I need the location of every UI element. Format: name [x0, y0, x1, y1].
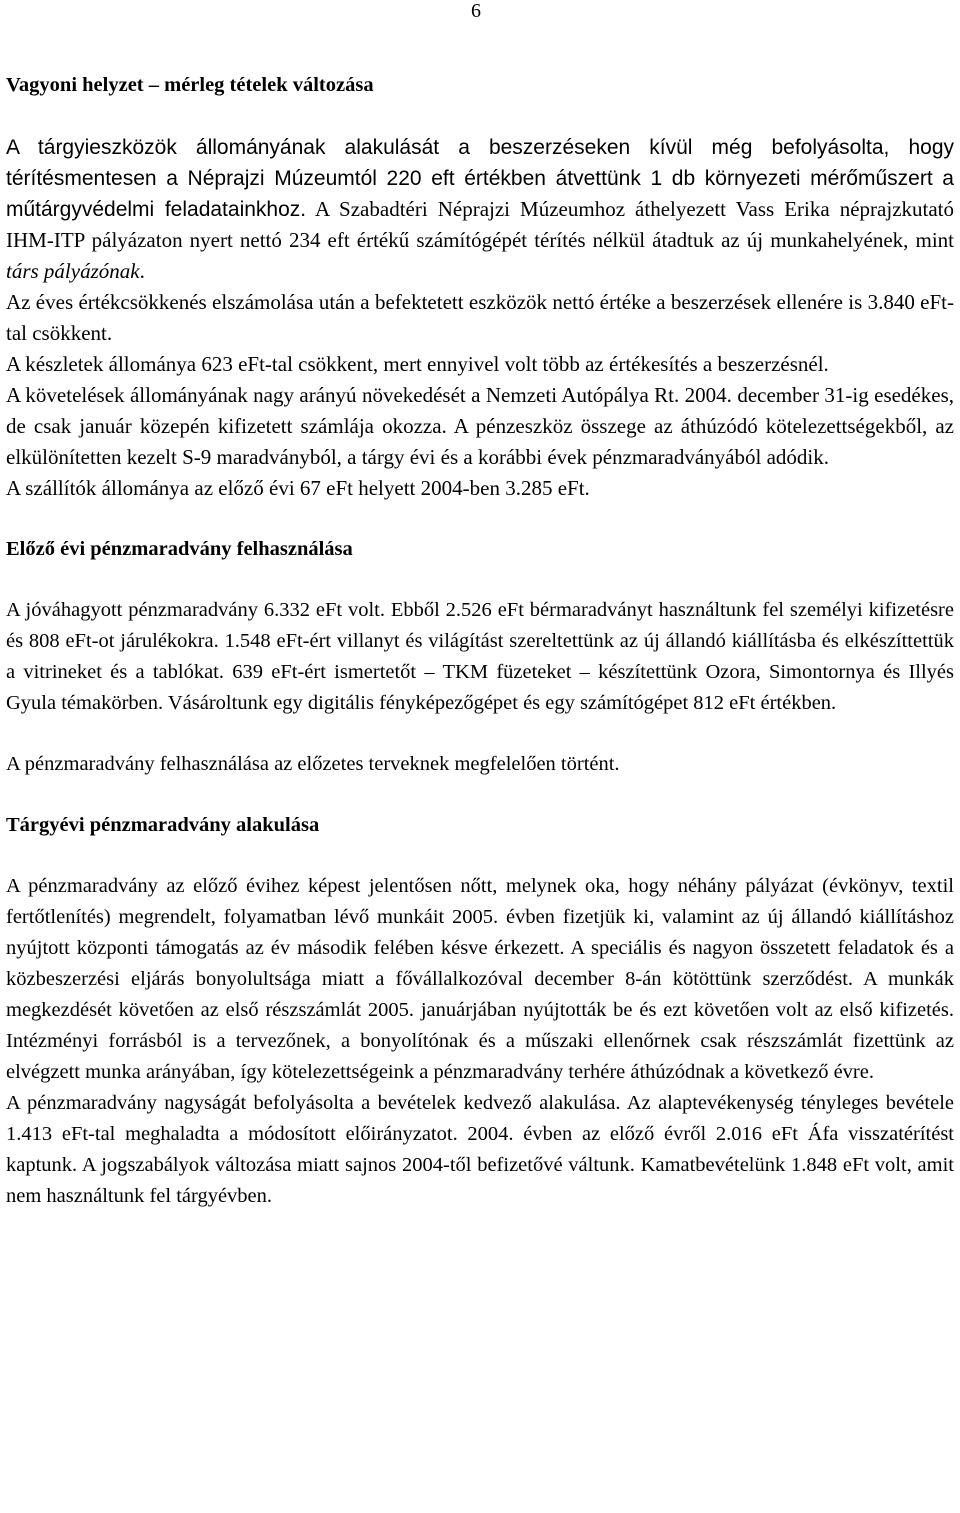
paragraph-approved-surplus: A jóváhagyott pénzmaradvány 6.332 eFt volt. Ebből 2.526 eFt bérmaradványt használtunk fel személyi kifizetésre és 808 eFt-ot járulékokra. 1.548 eFt-ért villanyt és világítást szereltettünk az új állandó kiállításba és elkészíttettük a vitrineket és a tablókat. 639 eFt-ért ismertetőt – TKM füzeteket – készítettünk Ozora, Simontornya és Illyés Gyula témakörben. Vásároltunk egy digitális fényképezőgépet és egy számítógépet 812 eFt értékben. — [6, 599, 954, 714]
paragraph-receivables: A követelések állományának nagy arányú növekedését a Nemzeti Autópálya Rt. 2004. december 31-ig esedékes, de csak január közepén kifizetett számlája okozza. A pénzeszköz összege az áthúzódó kötelezettségekből, az elkülönítetten kezelt S-9 maradványból, a tárgy évi és a korábbi évek pénzmaradványából adódik. — [6, 383, 954, 469]
paragraph-revenue-effect: A pénzmaradvány nagyságát befolyásolta a bevételek kedvező alakulása. Az alaptevékenység tényleges bevétele 1.413 eFt-tal meghaladta a módosított előirányzatot. 2004. évben az előző évről 2.016 eFt Áfa visszatérítést kaptunk. A jogszabályok változása miatt sajnos 2004-től befizetővé váltunk. Kamatbevételünk 1.848 eFt volt, amit nem használtunk fel tárgyévben. — [6, 1092, 954, 1207]
paragraph-inventory: A készletek állománya 623 eFt-tal csökkent, mert ennyivel volt több az értékesítés a beszerzésnél. — [6, 352, 829, 376]
section-heading-previous-surplus: Előző évi pénzmaradvány felhasználása — [6, 538, 353, 560]
paragraph-fixed-assets-italic: társ pályázónak — [6, 259, 140, 283]
document-body — [6, 70, 954, 1212]
section-heading-assets: Vagyoni helyzet – mérleg tételek változása — [6, 74, 374, 96]
section-assets-body — [6, 132, 954, 504]
section-heading-current-surplus: Tárgyévi pénzmaradvány alakulása — [6, 814, 320, 836]
paragraph-suppliers: A szállítók állománya az előző évi 67 eFt helyett 2004-ben 3.285 eFt. — [6, 476, 590, 500]
paragraph-fixed-assets — [6, 132, 954, 287]
paragraph-fixed-assets-lead: A tárgyieszközök állományának alakulását a beszerzéseken kívül még befolyásolta, hogy térítésmentesen a Néprajzi Múzeumtól 220 eft értékben átvettünk 1 db környezeti mérőműszert a műtárgyvédelmi feladatainkhoz. — [6, 136, 954, 221]
paragraph-fixed-assets-end: . — [139, 259, 145, 283]
paragraph-depreciation: Az éves értékcsökkenés elszámolása után a befektetett eszközök nettó értéke a beszerzések ellenére is 3.840 eFt-tal csökkent. — [6, 290, 954, 345]
page-number: 6 — [471, 0, 481, 22]
paragraph-fixed-assets-text: A Szabadtéri Néprajzi Múzeumhoz áthelyezett Vass Erika néprajzkutató IHM-ITP pályázaton nyert nettó 234 eft értékű számítógépét térítés nélkül átadtuk az új munkahelyének, mint — [6, 197, 954, 252]
paragraph-surplus-growth: A pénzmaradvány az előző évihez képest jelentősen nőtt, melynek oka, hogy néhány pályázat (évkönyv, textil fertőtlenítés) megrendelt, folyamatban lévő munkáit 2005. évben fizetjük ki, valamint az új állandó kiállításhoz nyújtott központi támogatás az év második felében késve érkezett. A speciális és nagyon összetett feladatok és a közbeszerzési eljárás bonyolultsága miatt a fővállalkozóval december 8-án kötöttünk szerződést. A munkák megkezdését követően az első részszámlát 2005. januárjában nyújtották be és ezt követően volt az első kifizetés. Intézményi forrásból is a tervezőnek, a bonyolítónak és a műszaki ellenőrnek csak részszámlát fizettünk az elvégzett munka arányában, így kötelezettségeink a pénzmaradvány terhére áthúzódnak a következő évre. — [6, 875, 954, 1083]
paragraph-surplus-usage: A pénzmaradvány felhasználása az előzetes terveknek megfelelően történt. — [6, 753, 620, 775]
